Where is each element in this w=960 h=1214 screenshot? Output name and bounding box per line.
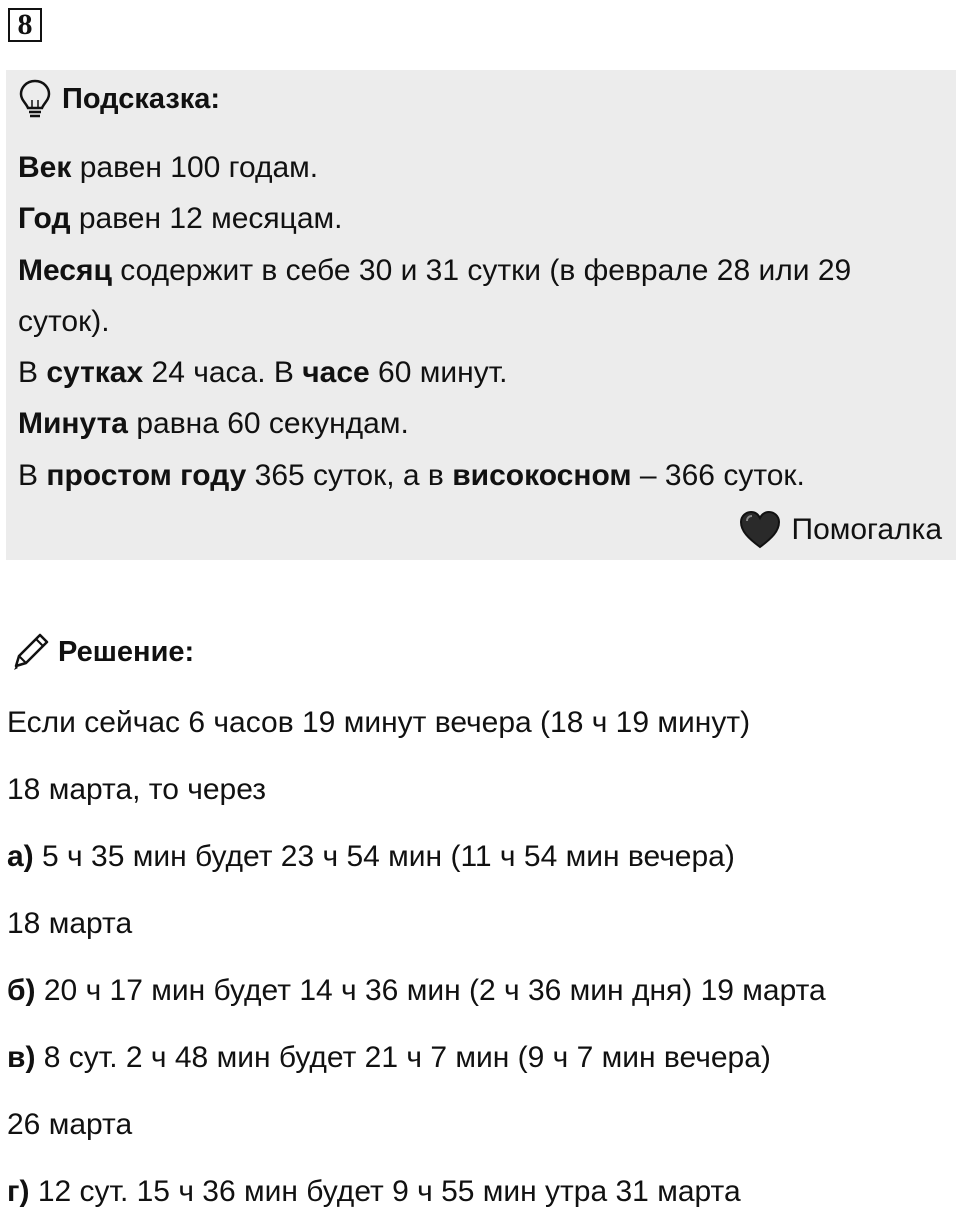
solution-item-a: а) 5 ч 35 мин будет 23 ч 54 мин (11 ч 54 мин вечера)	[7, 840, 735, 873]
lightbulb-icon	[18, 78, 52, 120]
hint-line-year: Год равен 12 месяцам.	[18, 202, 343, 235]
helper-label: Помогалка	[791, 513, 942, 546]
solution-header	[10, 632, 194, 672]
task-number-badge: 8	[8, 8, 42, 42]
hint-line-day-hour: В сутках 24 часа. В часе 60 минут.	[18, 356, 508, 389]
hint-line-minute: Минута равна 60 секундам.	[18, 407, 409, 440]
hint-line-month: Месяц содержит в себе 30 и 31 сутки (в феврале 28 или 29	[18, 254, 852, 287]
heart-icon	[738, 510, 782, 550]
hint-line-leap-year: В простом году 365 суток, а в високосном – 366 суток.	[18, 459, 805, 492]
pencil-icon	[10, 632, 50, 672]
hint-line-century: Век равен 100 годам.	[18, 151, 319, 184]
solution-item-a-cont: 18 марта	[7, 907, 133, 940]
solution-item-b: б) 20 ч 17 мин будет 14 ч 36 мин (2 ч 36 мин дня) 19 марта	[7, 974, 826, 1007]
solution-line-intro: Если сейчас 6 часов 19 минут вечера (18 ч 19 минут)	[7, 706, 751, 739]
hint-header	[18, 78, 220, 120]
hint-title: Подсказка:	[62, 82, 221, 115]
hint-line-month-cont: суток).	[18, 305, 110, 338]
solution-item-c-cont: 26 марта	[7, 1108, 133, 1141]
solution-item-d: г) 12 сут. 15 ч 36 мин будет 9 ч 55 мин утра 31 марта	[7, 1175, 741, 1208]
solution-title: Решение:	[58, 635, 195, 668]
solution-item-c: в) 8 сут. 2 ч 48 мин будет 21 ч 7 мин (9 ч 7 мин вечера)	[7, 1041, 771, 1074]
helper-link[interactable]	[738, 510, 943, 550]
solution-line-intro-cont: 18 марта, то через	[7, 773, 266, 806]
